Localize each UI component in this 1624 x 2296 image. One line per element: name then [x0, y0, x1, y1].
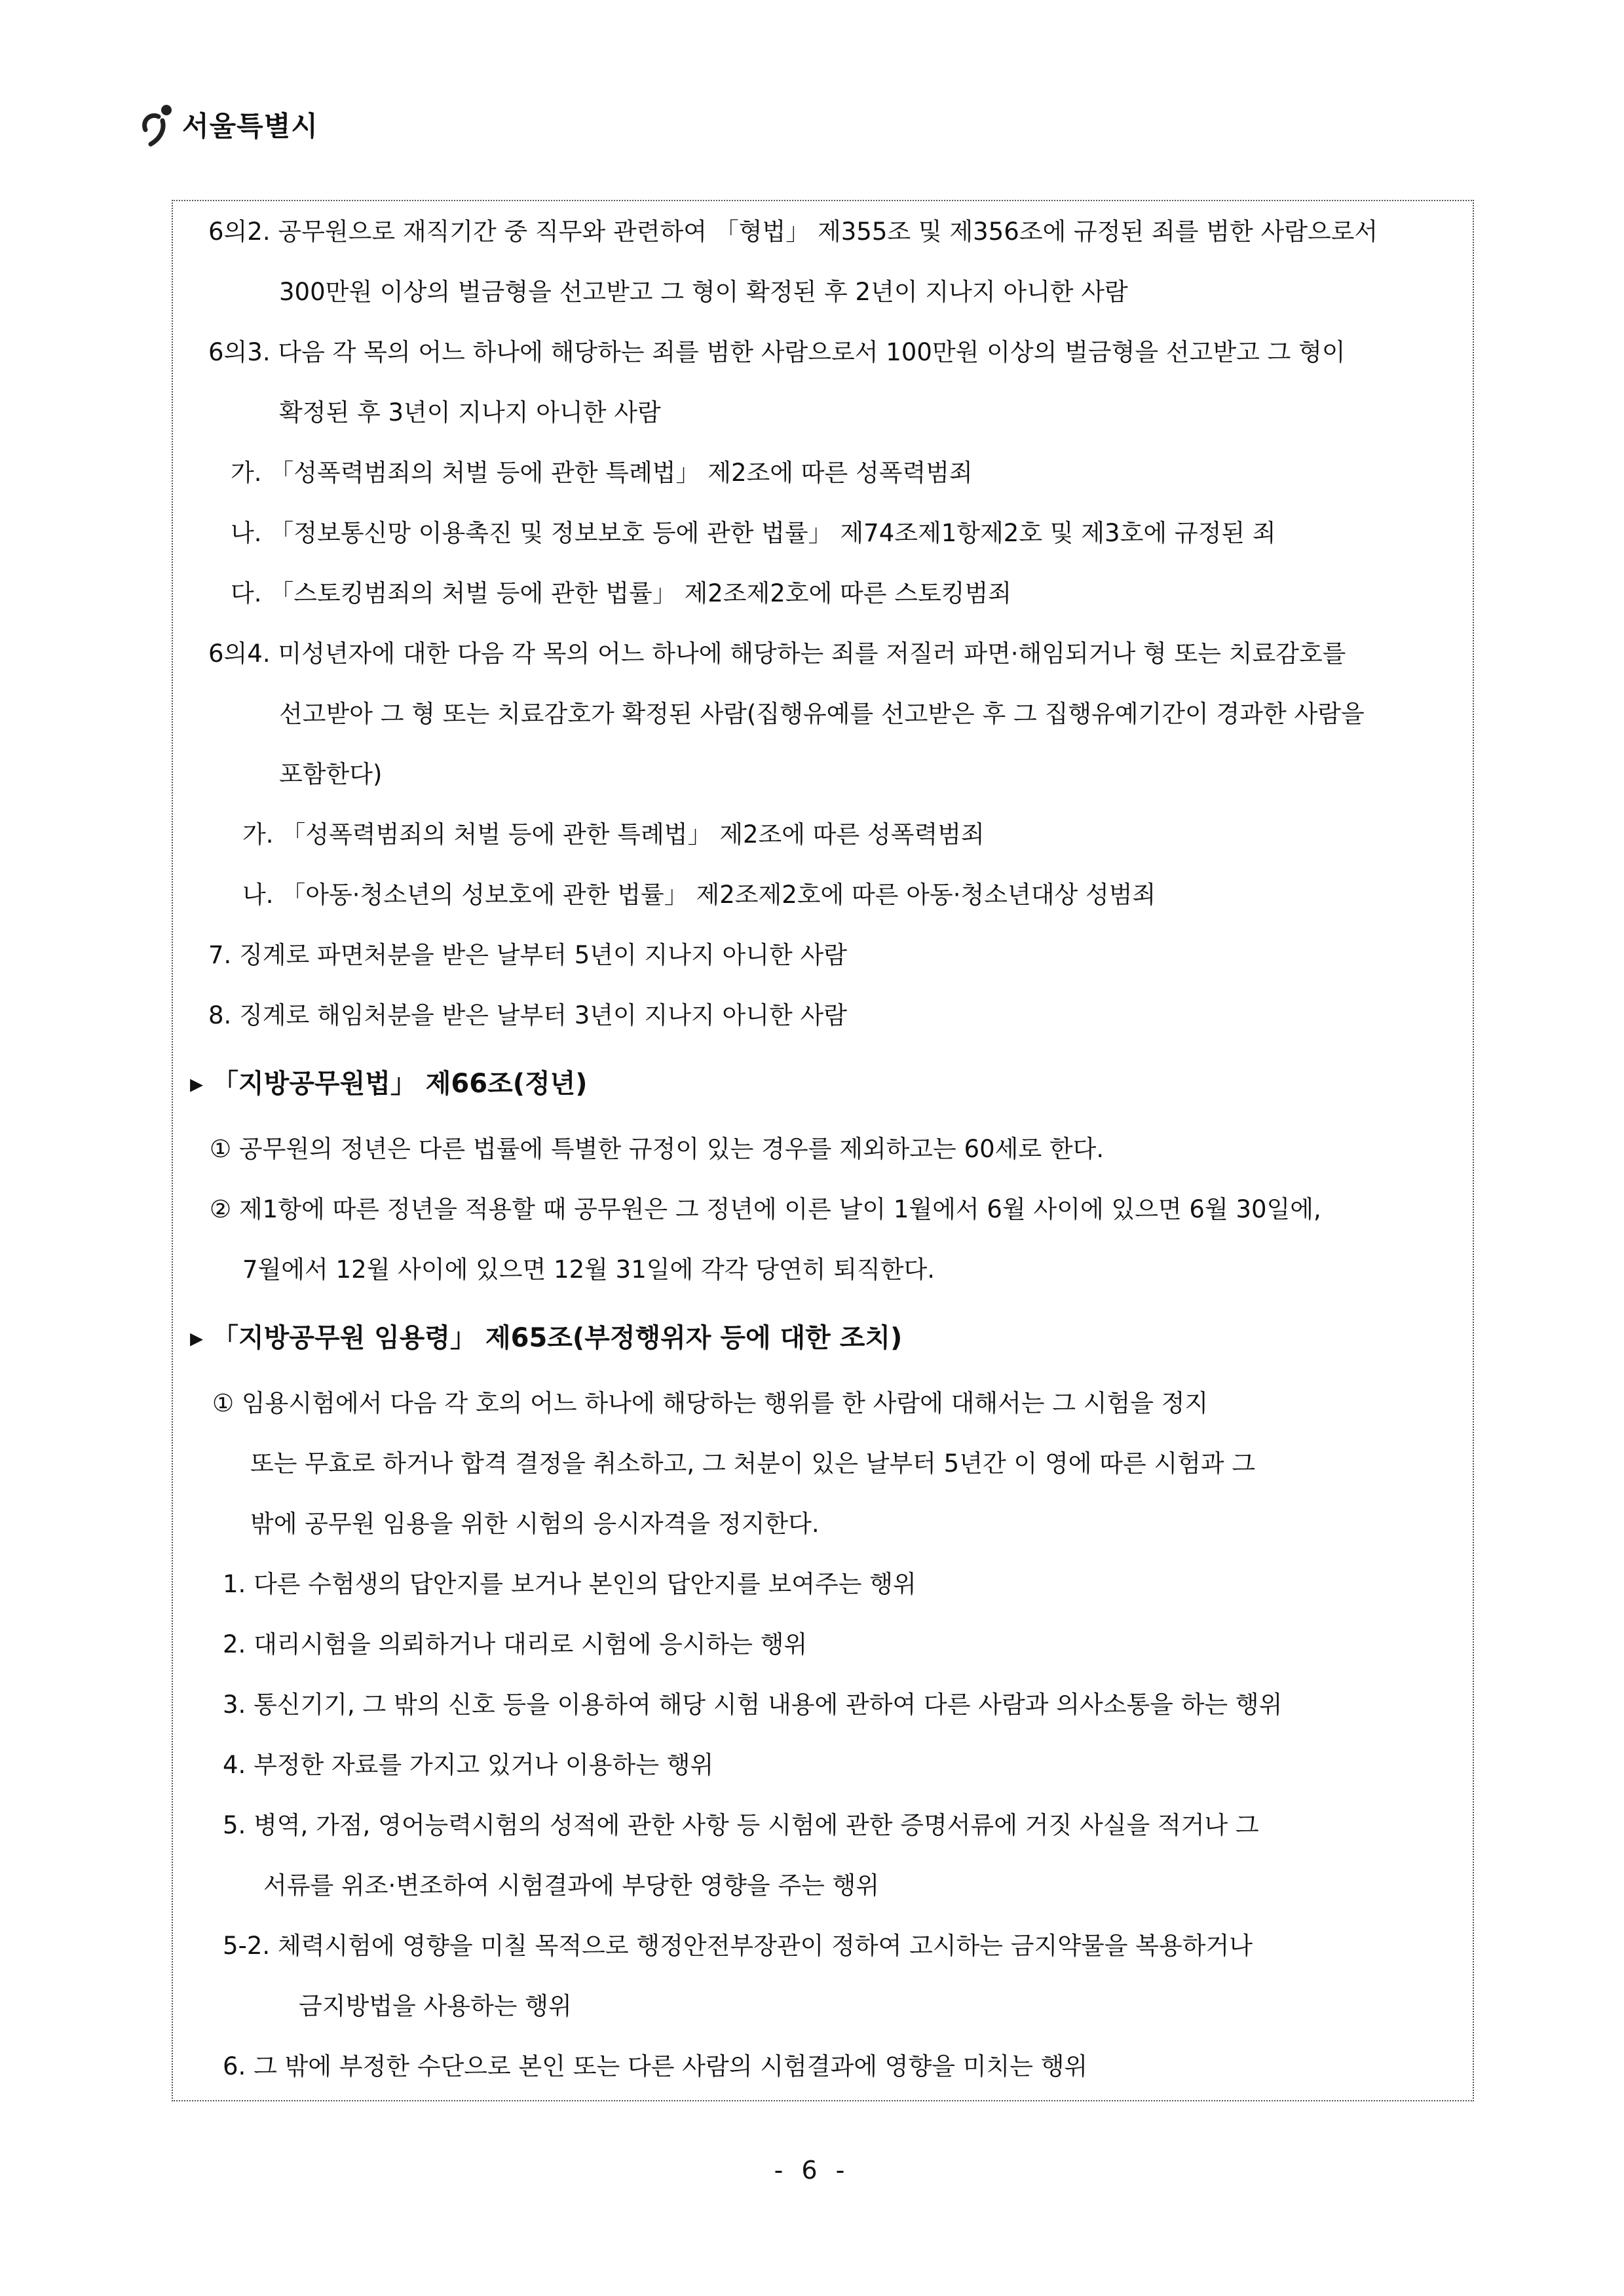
text-line: 2. 대리시험을 의뢰하거나 대리로 시험에 응시하는 행위: [223, 1630, 808, 1658]
text-line: 다. 「스토킹범죄의 처벌 등에 관한 법률」 제2조제2호에 따른 스토킹범죄: [231, 579, 1011, 607]
text-line: 가. 「성폭력범죄의 처벌 등에 관한 특례법」 제2조에 따른 성폭력범죄: [231, 459, 973, 487]
text-line: 서류를 위조·변조하여 시험결과에 부당한 영향을 주는 행위: [263, 1871, 880, 1900]
text-line: 5. 병역, 가점, 영어능력시험의 성적에 관한 사항 등 시험에 관한 증명서류에 거짓 사실을 적거나 그: [223, 1811, 1259, 1839]
text-line: 7월에서 12월 사이에 있으면 12월 31일에 각각 당연히 퇴직한다.: [242, 1255, 935, 1284]
text-line: 밖에 공무원 임용을 위한 시험의 응시자격을 정지한다.: [250, 1510, 820, 1538]
text-line: 300만원 이상의 벌금형을 선고받고 그 형이 확정된 후 2년이 지나지 아니한 사람: [279, 278, 1128, 306]
text-line: 나. 「아동·청소년의 성보호에 관한 법률」 제2조제2호에 따른 아동·청소년대상 성범죄: [242, 881, 1156, 909]
org-name: 서울특별시: [182, 110, 318, 142]
section-heading: ▸ 「지방공무원법」 제66조(정년): [190, 1069, 588, 1099]
seoul-logo-icon: [136, 101, 178, 148]
text-line: 포함한다): [279, 760, 383, 788]
page-number: - 6 -: [774, 2156, 850, 2185]
text-line: 6의2. 공무원으로 재직기간 중 직무와 관련하여 「형법」 제355조 및 제356조에 규정된 죄를 범한 사람으로서: [208, 218, 1378, 246]
text-line: 4. 부정한 자료를 가지고 있거나 이용하는 행위: [223, 1751, 714, 1779]
text-line: ② 제1항에 따른 정년을 적용할 때 공무원은 그 정년에 이른 날이 1월에서 6월 사이에 있으면 6월 30일에,: [210, 1195, 1321, 1223]
text-line: 8. 징계로 해임처분을 받은 날부터 3년이 지나지 아니한 사람: [208, 1001, 847, 1029]
text-line: 1. 다른 수험생의 답안지를 보거나 본인의 답안지를 보여주는 행위: [223, 1570, 916, 1598]
text-line: 확정된 후 3년이 지나지 아니한 사람: [279, 398, 661, 427]
text-line: ① 공무원의 정년은 다른 법률에 특별한 규정이 있는 경우를 제외하고는 60세로 한다.: [210, 1135, 1105, 1163]
header: [136, 98, 318, 151]
section-heading: ▸ 「지방공무원 임용령」 제65조(부정행위자 등에 대한 조치): [190, 1323, 903, 1353]
text-line: 또는 무효로 하거나 합격 결정을 취소하고, 그 처분이 있은 날부터 5년간 이 영에 따른 시험과 그: [250, 1449, 1256, 1478]
text-line: 나. 「정보통신망 이용촉진 및 정보보호 등에 관한 법률」 제74조제1항제2호 및 제3호에 규정된 죄: [231, 519, 1276, 547]
text-line: 7. 징계로 파면처분을 받은 날부터 5년이 지나지 아니한 사람: [208, 941, 847, 969]
text-line: 가. 「성폭력범죄의 처벌 등에 관한 특례법」 제2조에 따른 성폭력범죄: [242, 820, 985, 849]
text-line: 3. 통신기기, 그 밖의 신호 등을 이용하여 해당 시험 내용에 관하여 다른 사람과 의사소통을 하는 행위: [223, 1691, 1283, 1719]
text-line: 6의3. 다음 각 목의 어느 하나에 해당하는 죄를 범한 사람으로서 100만원 이상의 벌금형을 선고받고 그 형이: [208, 338, 1346, 366]
text-line: 금지방법을 사용하는 행위: [299, 1992, 572, 2020]
text-line: 6의4. 미성년자에 대한 다음 각 목의 어느 하나에 해당하는 죄를 저질러 파면·해임되거나 형 또는 치료감호를: [208, 640, 1346, 668]
text-line: ① 임용시험에서 다음 각 호의 어느 하나에 해당하는 행위를 한 사람에 대해서는 그 시험을 정지: [212, 1389, 1209, 1417]
text-line: 6. 그 밖에 부정한 수단으로 본인 또는 다른 사람의 시험결과에 영향을 미치는 행위: [223, 2052, 1088, 2080]
text-line: 5-2. 체력시험에 영향을 미칠 목적으로 행정안전부장관이 정하여 고시하는 금지약물을 복용하거나: [223, 1932, 1253, 1960]
text-line: 선고받아 그 형 또는 치료감호가 확정된 사람(집행유예를 선고받은 후 그 집행유예기간이 경과한 사람을: [279, 700, 1365, 728]
